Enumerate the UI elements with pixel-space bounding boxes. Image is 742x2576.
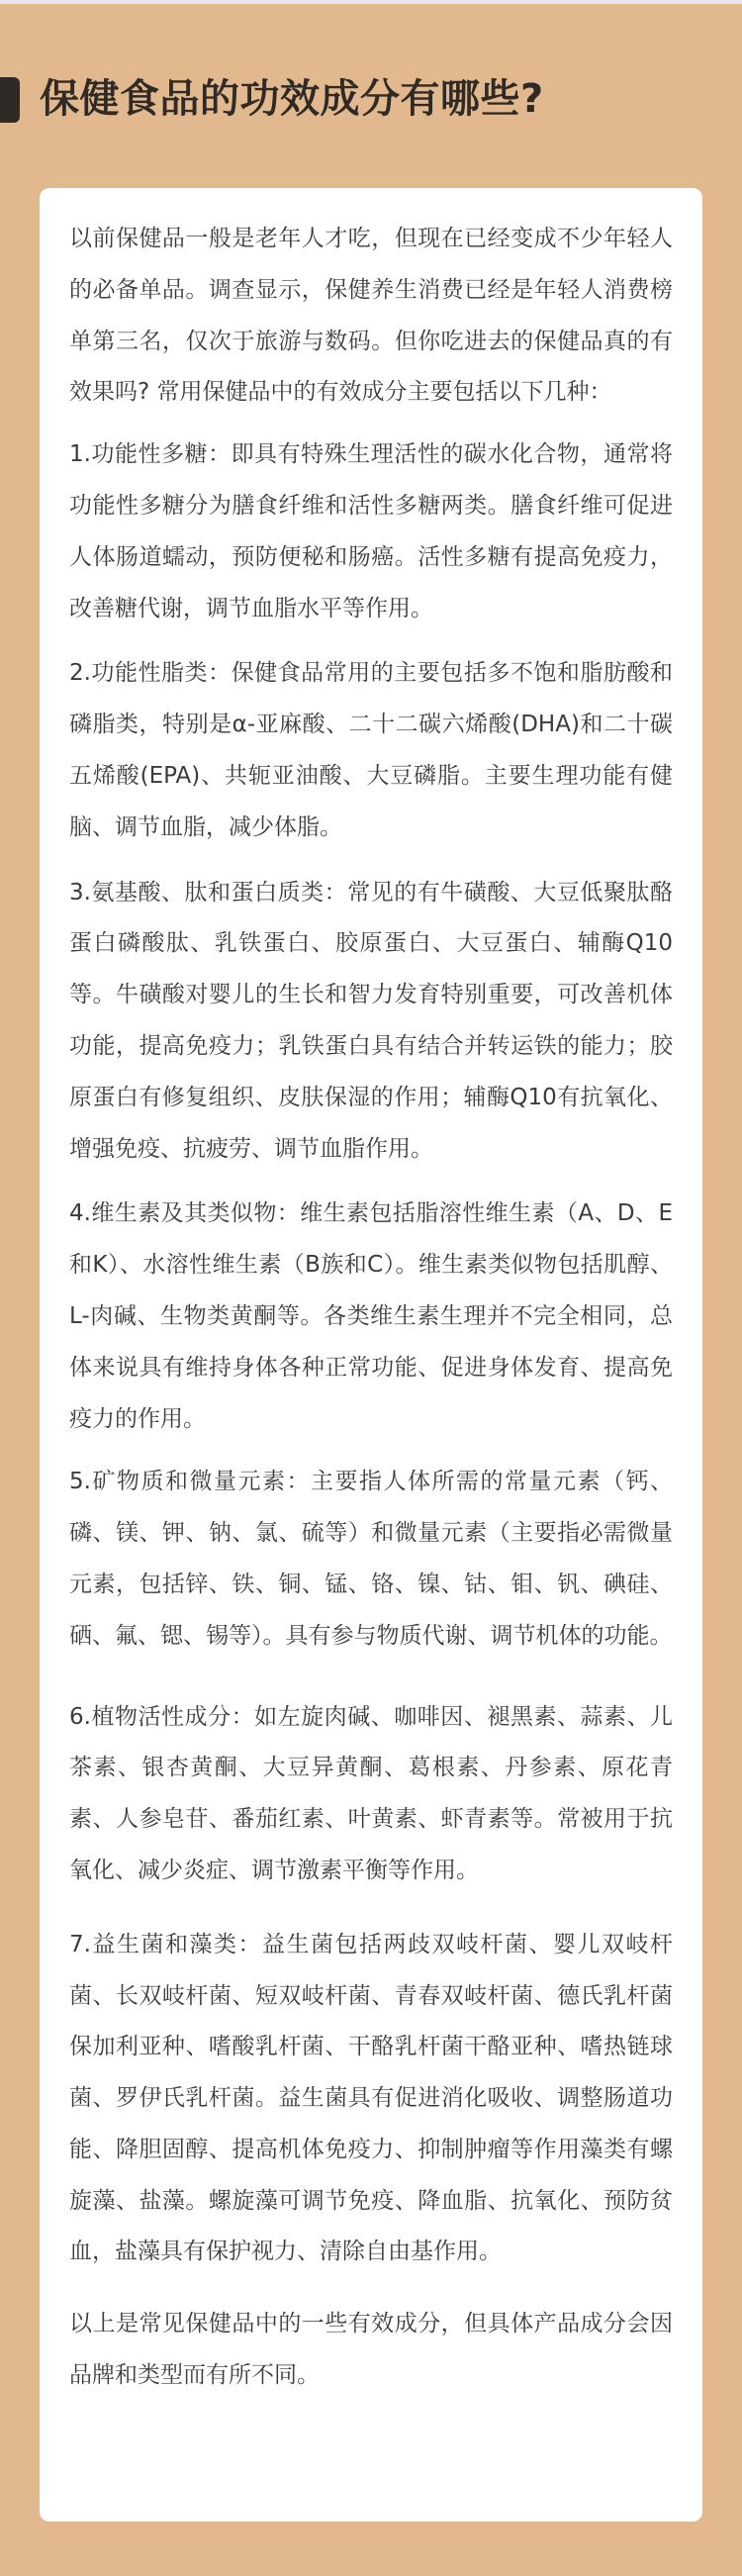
section-probiotics-algae: 7.益生菌和藻类：益生菌包括两歧双岐杆菌、婴儿双岐杆菌、长双岐杆菌、短双岐杆菌、青春双岐杆菌、德氏乳杆菌保加利亚种、嗜酸乳杆菌、干酪乳杆菌干酪亚种、嗜热链球菌、罗伊氏乳杆菌。益生菌具有促进消化吸收、调整肠道功能、降胆固醇、提高机体免疫力、抑制肿瘤等作用藻类有螺旋藻、盐藻。螺旋藻可调节免疫、降血脂、抗氧化、预防贫血，盐藻具有保护视力、清除自由基作用。 (69, 1931, 673, 2265)
section-plant-actives: 6.植物活性成分：如左旋肉碱、咖啡因、褪黑素、蒜素、儿茶素、银杏黄酮、大豆异黄酮、葛根素、丹参素、原花青素、人参皂苷、番茄红素、叶黄素、虾青素等。常被用于抗氧化、减少炎症、调节激素平衡等作用。 (69, 1703, 673, 1883)
section-minerals: 5.矿物质和微量元素：主要指人体所需的常量元素（钙、磷、镁、钾、钠、氯、硫等）和微量元素（主要指必需微量元素，包括锌、铁、铜、锰、铬、镍、钴、钼、钒、碘硅、硒、氟、锶、锡等）。具有参与物质代谢、调节机体的功能。 (69, 1469, 673, 1649)
intro-paragraph: 以前保健品一般是老年人才吃，但现在已经变成不少年轻人的必备单品。调查显示，保健养生消费已经是年轻人消费榜单第三名，仅次于旅游与数码。但你吃进去的保健品真的有效果吗? 常用保健品中的有效成分主要包括以下几种： (69, 226, 673, 406)
section-amino-acids-proteins: 3.氨基酸、肽和蛋白质类：常见的有牛磺酸、大豆低聚肽酪蛋白磷酸肽、乳铁蛋白、胶原蛋白、大豆蛋白、辅酶Q10等。牛磺酸对婴儿的生长和智力发育特别重要，可改善机体功能，提高免疫力；乳铁蛋白具有结合并转运铁的能力；胶原蛋白有修复组织、皮肤保湿的作用；辅酶Q10有抗氧化、增强免疫、抗疲劳、调节血脂作用。 (69, 879, 673, 1162)
top-strip (0, 0, 742, 4)
page-title: 保健食品的功效成分有哪些? (40, 76, 544, 122)
article-card (40, 188, 702, 2522)
summary-paragraph: 以上是常见保健品中的一些有效成分，但具体产品成分会因品牌和类型而有所不同。 (69, 2311, 673, 2389)
section-lipids: 2.功能性脂类：保健食品常用的主要包括多不饱和脂肪酸和磷脂类，特别是α-亚麻酸、二十二碳六烯酸(DHA)和二十碳五烯酸(EPA)、共轭亚油酸、大豆磷脂。主要生理功能有健脑、调节血脂，减少体脂。 (69, 660, 673, 840)
section-polysaccharides: 1.功能性多糖：即具有特殊生理活性的碳水化合物，通常将功能性多糖分为膳食纤维和活性多糖两类。膳食纤维可促进人体肠道蠕动，预防便秘和肠癌。活性多糖有提高免疫力，改善糖代谢，调节血脂水平等作用。 (69, 441, 673, 621)
section-vitamins: 4.维生素及其类似物：维生素包括脂溶性维生素（A、D、E和K）、水溶性维生素（B族和C）。维生素类似物包括肌醇、L-肉碱、生物类黄酮等。各类维生素生理并不完全相同，总体来说具有维持身体各种正常功能、促进身体发育、提高免疫力的作用。 (69, 1200, 673, 1432)
title-accent-bar (0, 77, 20, 123)
